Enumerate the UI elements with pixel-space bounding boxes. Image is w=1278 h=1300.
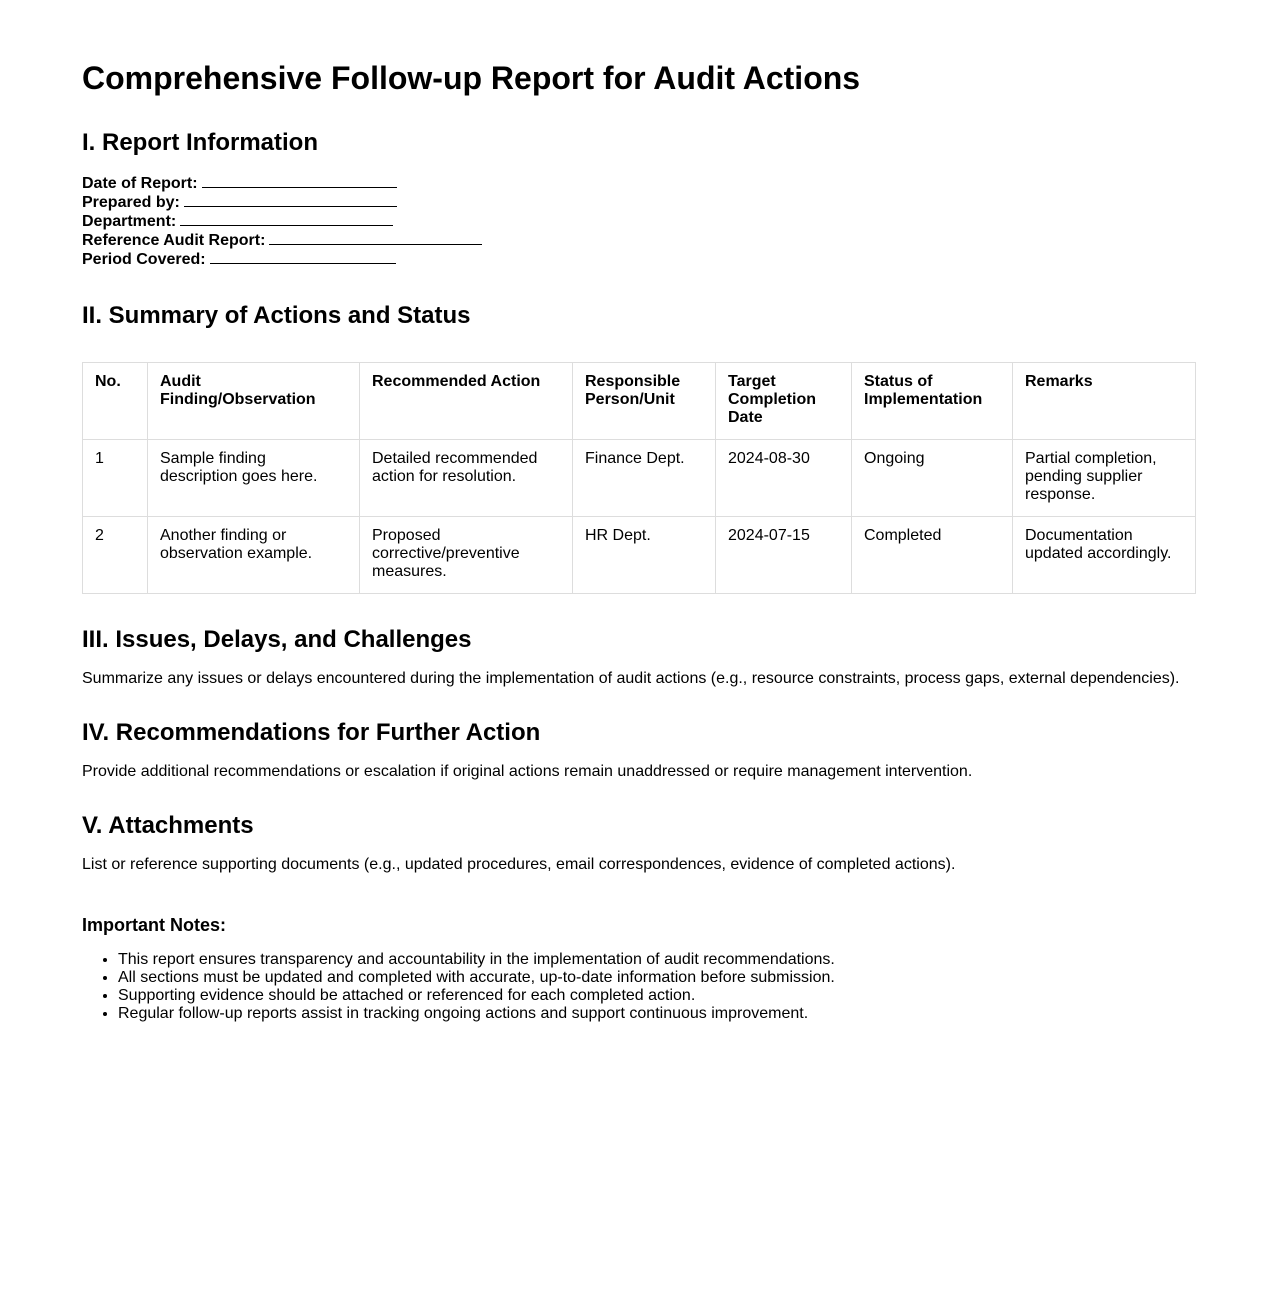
column-header-finding: Audit Finding/Observation (148, 363, 360, 440)
issues-heading: III. Issues, Delays, and Challenges (82, 626, 472, 653)
actions-status-table (82, 362, 1196, 594)
cell-no: 2 (83, 517, 148, 594)
list-item: • All sections must be updated and completed with accurate, up-to-date information before submission. (118, 969, 1196, 987)
recommendations-section (82, 718, 1196, 781)
column-header-target-date: Target Completion Date (716, 363, 852, 440)
cell-finding: Another finding or observation example. (148, 517, 360, 594)
list-item: • This report ensures transparency and accountability in the implementation of audit recommendations. (118, 951, 1196, 969)
prepared-by-field (82, 193, 1196, 212)
date-of-report-field (82, 174, 1196, 193)
cell-finding: Sample finding description goes here. (148, 440, 360, 517)
report-info-fields (82, 174, 1196, 269)
issues-section (82, 625, 1196, 688)
attachments-heading: V. Attachments (82, 812, 254, 839)
period-covered-field (82, 250, 1196, 269)
field-label: Prepared by: (82, 194, 180, 211)
field-label: Department: (82, 213, 177, 230)
attachments-section (82, 811, 1196, 874)
cell-no: 1 (83, 440, 148, 517)
cell-target-date: 2024-08-30 (716, 440, 852, 517)
notes-list (82, 951, 1196, 1023)
column-header-remarks: Remarks (1013, 363, 1196, 440)
attachments-text: List or reference supporting documents (e.g., updated procedures, email correspondences, evidence of completed actions). (82, 856, 956, 873)
cell-status: Completed (852, 517, 1013, 594)
report-information-heading: I. Report Information (82, 129, 318, 156)
recommendations-text: Provide additional recommendations or escalation if original actions remain unaddressed or require management intervention. (82, 763, 973, 780)
field-label: Date of Report: (82, 175, 198, 192)
cell-responsible: Finance Dept. (573, 440, 716, 517)
reference-audit-report-blank[interactable] (269, 231, 482, 245)
column-header-status: Status of Implementation (852, 363, 1013, 440)
page-title: Comprehensive Follow-up Report for Audit Actions (82, 60, 861, 96)
field-label: Period Covered: (82, 251, 206, 268)
cell-target-date: 2024-07-15 (716, 517, 852, 594)
column-header-recommended-action: Recommended Action (360, 363, 573, 440)
report-information-section (82, 128, 1196, 269)
table-header-row (83, 363, 1196, 440)
list-item: • Regular follow-up reports assist in tracking ongoing actions and support continuous improvement. (118, 1005, 1196, 1023)
prepared-by-blank[interactable] (184, 193, 397, 207)
cell-responsible: HR Dept. (573, 517, 716, 594)
cell-remarks: Documentation updated accordingly. (1013, 517, 1196, 594)
reference-audit-report-field (82, 231, 1196, 250)
cell-status: Ongoing (852, 440, 1013, 517)
important-notes-section (82, 914, 1196, 1023)
column-header-responsible: Responsible Person/Unit (573, 363, 716, 440)
field-label: Reference Audit Report: (82, 232, 266, 249)
department-blank[interactable] (180, 212, 393, 226)
cell-recommended-action: Detailed recommended action for resolution. (360, 440, 573, 517)
cell-remarks: Partial completion, pending supplier response. (1013, 440, 1196, 517)
table-row (83, 440, 1196, 517)
date-of-report-blank[interactable] (202, 174, 397, 188)
column-header-no: No. (83, 363, 148, 440)
recommendations-heading: IV. Recommendations for Further Action (82, 719, 541, 746)
summary-heading: II. Summary of Actions and Status (82, 302, 471, 329)
important-notes-heading: Important Notes: (82, 915, 226, 935)
table-row (83, 517, 1196, 594)
department-field (82, 212, 1196, 231)
summary-section (82, 301, 1196, 594)
list-item: • Supporting evidence should be attached or referenced for each completed action. (118, 987, 1196, 1005)
cell-recommended-action: Proposed corrective/preventive measures. (360, 517, 573, 594)
issues-text: Summarize any issues or delays encountered during the implementation of audit actions (e.g., resource constraints, process gaps, external dependencies). (82, 670, 1180, 687)
period-covered-blank[interactable] (210, 250, 396, 264)
